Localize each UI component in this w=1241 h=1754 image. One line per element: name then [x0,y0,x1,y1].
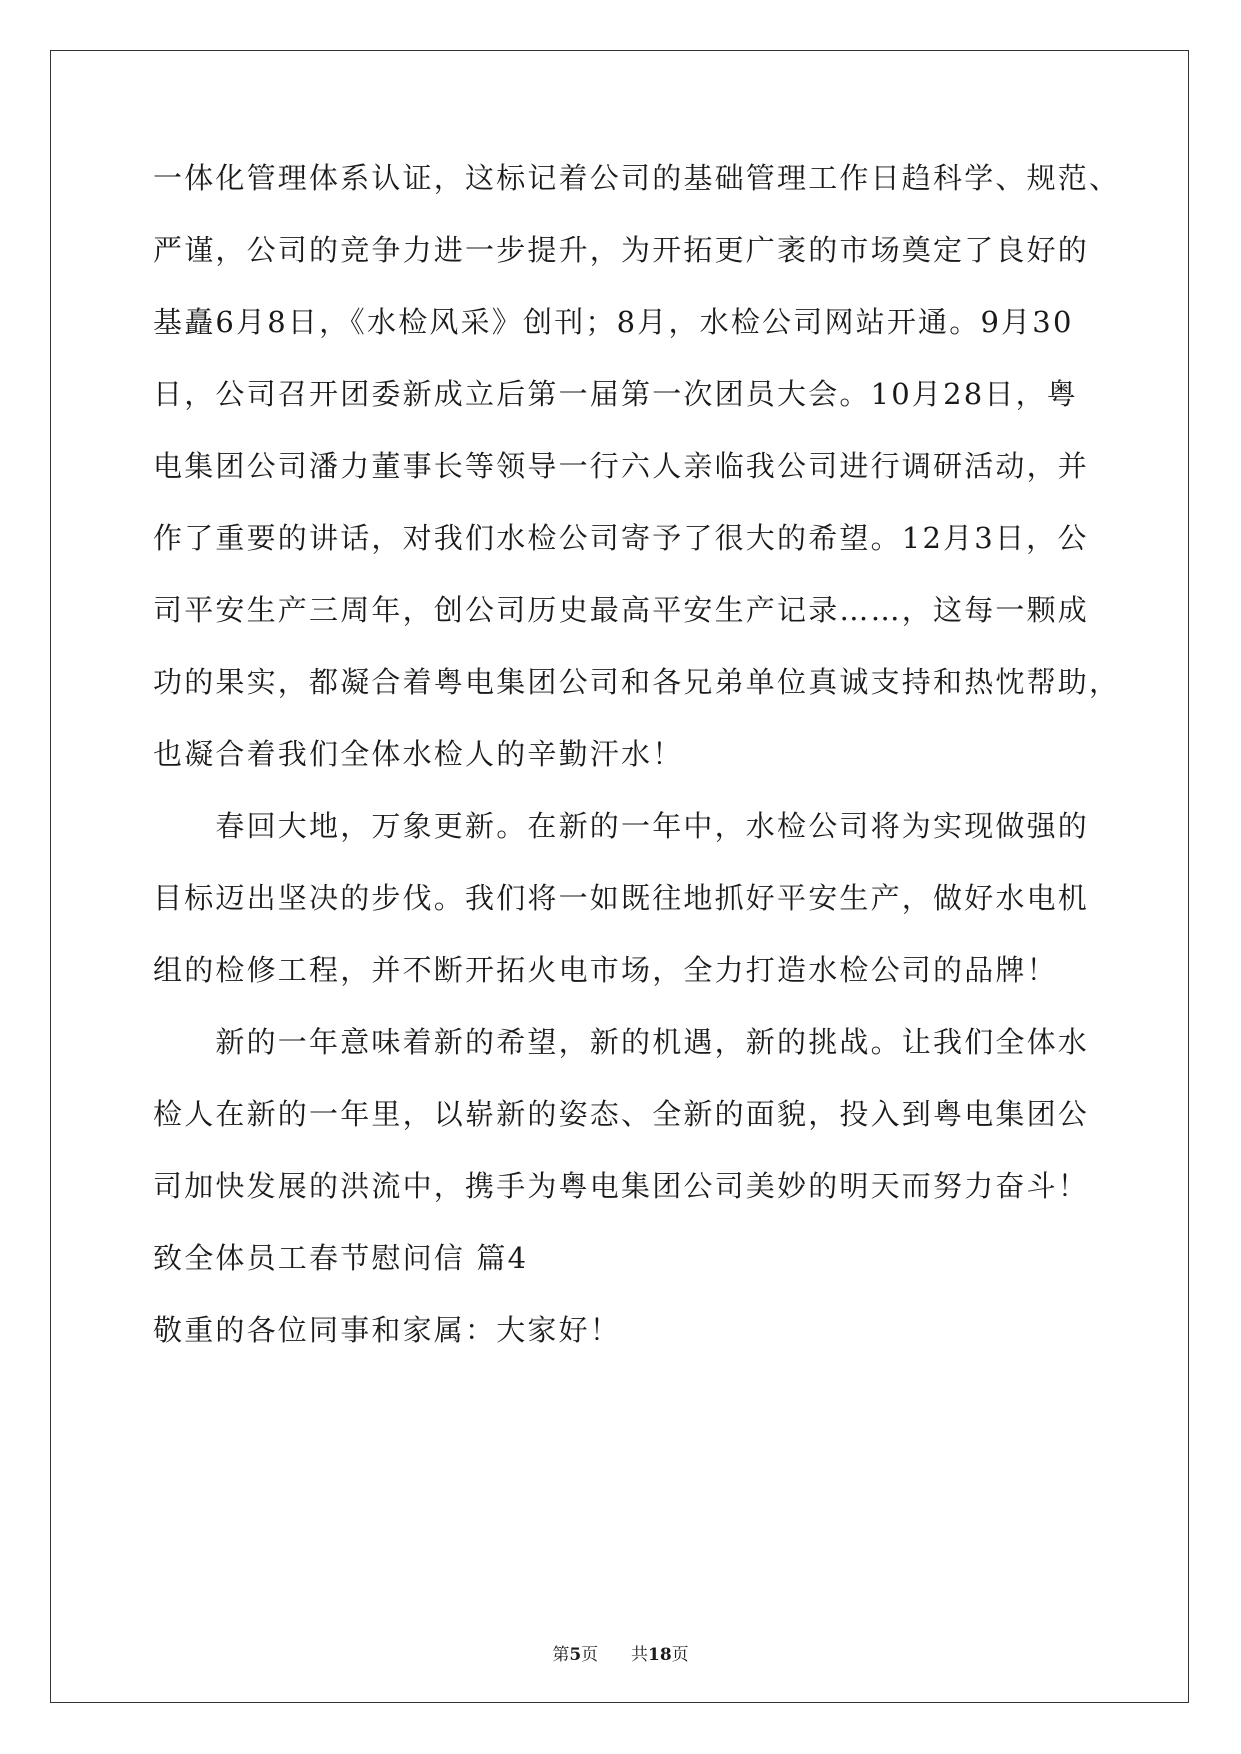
text-line: 春回大地，万象更新。在新的一年中，水检公司将为实现做强的 [153,809,1090,843]
page-prefix: 第 [552,1645,570,1665]
text-line: 一体化管理体系认证，这标记着公司的基础管理工作日趋科学、规范、 [153,161,1121,195]
total-suffix: 页 [671,1645,689,1665]
text-line: 作了重要的讲话，对我们水检公司寄予了很大的希望。12月3日，公 [153,521,1089,555]
text-line: 司平安生产三周年，创公司历史最高平安生产记录……，这每一颗成 [153,593,1090,627]
text-line: 司加快发展的洪流中，携手为粤电集团公司美妙的明天而努力奋斗！ [153,1169,1090,1203]
text-line: 基矗6月8日，《水检风采》创刊；8月，水检公司网站开通。9月30 [153,305,1074,339]
text-line: 电集团公司潘力董事长等领导一行六人亲临我公司进行调研活动，并 [153,449,1090,483]
text-line: 目标迈出坚决的步伐。我们将一如既往地抓好平安生产，做好水电机 [153,881,1090,915]
text-line: 也凝合着我们全体水检人的辛勤汗水！ [153,737,684,771]
text-line: 组的检修工程，并不断开拓火电市场，全力打造水检公司的品牌！ [153,953,1058,987]
text-line: 严谨，公司的竞争力进一步提升，为开拓更广袤的市场奠定了良好的 [153,233,1090,267]
page-footer [0,1640,1241,1665]
page-suffix: 页 [581,1645,599,1665]
salutation: 敬重的各位同事和家属：大家好！ [153,1313,622,1347]
text-line: 检人在新的一年里，以崭新的姿态、全新的面貌，投入到粤电集团公 [153,1097,1090,1131]
text-line: 功的果实，都凝合着粤电集团公司和各兄弟单位真诚支持和热忱帮助， [153,665,1121,699]
page-number: 5 [569,1645,582,1665]
section-heading: 致全体员工春节慰问信 篇4 [153,1241,529,1275]
total-pages: 18 [647,1645,672,1665]
text-line: 日，公司召开团委新成立后第一届第一次团员大会。10月28日，粤 [153,377,1079,411]
page-border [50,50,1189,1703]
text-line: 新的一年意味着新的希望，新的机遇，新的挑战。让我们全体水 [153,1025,1090,1059]
total-prefix: 共 [630,1645,648,1665]
